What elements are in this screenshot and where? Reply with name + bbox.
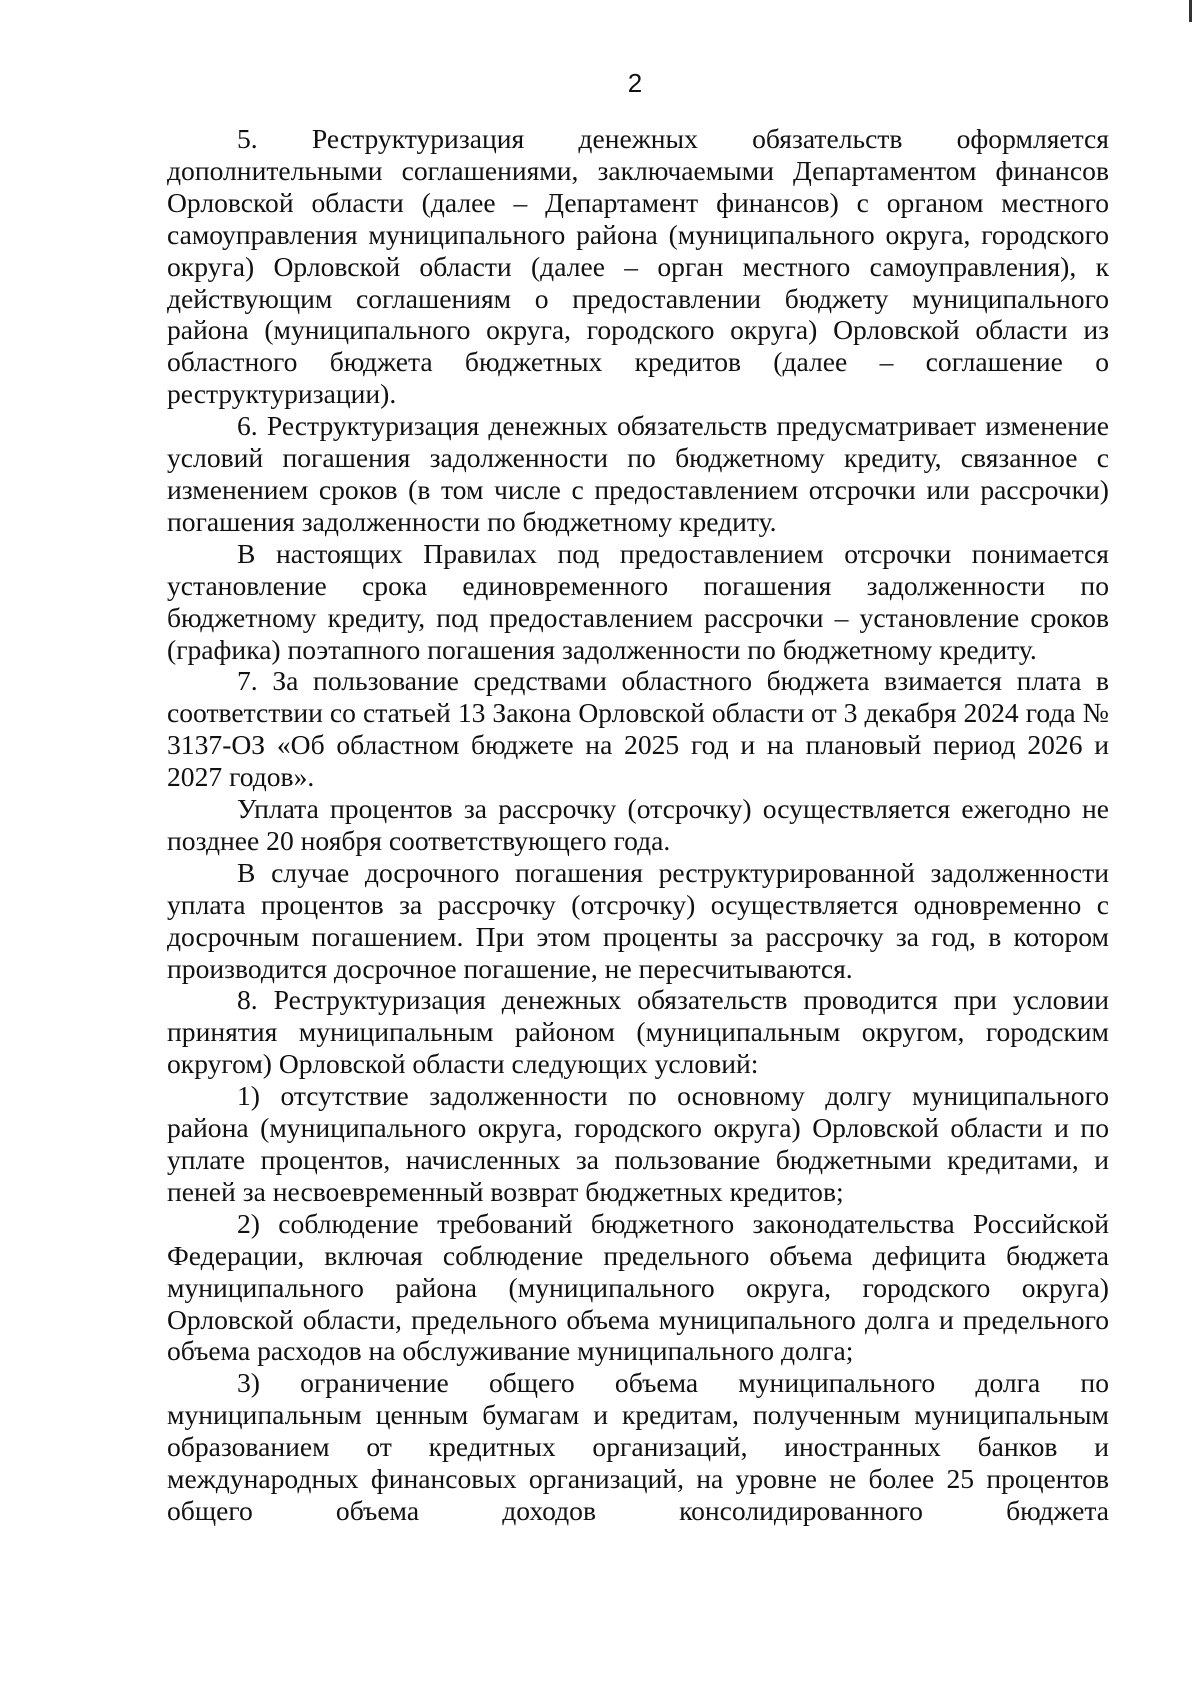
page-number: 2 — [627, 68, 643, 98]
paragraph-7-budget-fee: 7. За пользование средствами областного бюджета взимается плата в соответствии со статьей 13 Закона Орловской области от 3 декабря 2024 года № 3137-ОЗ «Об областном бюджете на 2025 год и на плановый период 2026 и 2027 годов». — [167, 665, 1109, 793]
document-body — [167, 123, 1109, 1527]
paragraph-deferral-definition: В настоящих Правилах под предоставлением отсрочки понимается установление срока единовременного погашения задолженности по бюджетному кредиту, под предоставлением рассрочки – установление сроков (графика) поэтапного погашения задолженности по бюджетному кредиту. — [167, 537, 1109, 665]
paragraph-early-repayment: В случае досрочного погашения реструктурированной задолженности уплата процентов за рассрочку (отсрочку) осуществляется одновременно с досрочным погашением. При этом проценты за рассрочку за год, в котором производится досрочное погашение, не пересчитываются. — [167, 856, 1109, 984]
paragraph-5-restructuring-agreements: 5. Реструктуризация денежных обязательств оформляется дополнительными соглашениями, заключаемыми Департаментом финансов Орловской области (далее – Департамент финансов) с органом местного самоуправления муниципального района (муниципального округа, городского округа) Орловской области (далее – орган местного самоуправления), к действующим соглашениям о предоставлении бюджету муниципального района (муниципального округа, городского округа) Орловской области из областного бюджета бюджетных кредитов (далее – соглашение о реструктуризации). — [167, 123, 1109, 410]
paragraph-8-conditions: 8. Реструктуризация денежных обязательств проводится при условии принятия муниципальным районом (муниципальным округом, городским округом) Орловской области следующих условий: — [167, 984, 1109, 1080]
condition-3-debt-limit: 3) ограничение общего объема муниципального долга по муниципальным ценным бумагам и кредитам, полученным муниципальным образованием от кредитных организаций, иностранных банков и международных финансовых организаций, на уровне не более 25 процентов общего объема доходов консолидированного бюджета — [167, 1367, 1109, 1526]
scan-edge-mark — [1189, 0, 1192, 22]
paragraph-6-restructuring-terms: 6. Реструктуризация денежных обязательств предусматривает изменение условий погашения задолженности по бюджетному кредиту, связанное с изменением сроков (в том числе с предоставлением отсрочки или рассрочки) погашения задолженности по бюджетному кредиту. — [167, 410, 1109, 537]
paragraph-interest-payment-deadline: Уплата процентов за рассрочку (отсрочку) осуществляется ежегодно не позднее 20 ноября соответствующего года. — [167, 793, 1109, 856]
condition-1-no-debt: 1) отсутствие задолженности по основному долгу муниципального района (муниципального округа, городского округа) Орловской области и по уплате процентов, начисленных за пользование бюджетными кредитами, и пеней за несвоевременный возврат бюджетных кредитов; — [167, 1080, 1109, 1207]
condition-2-budget-law-compliance: 2) соблюдение требований бюджетного законодательства Российской Федерации, включая соблюдение предельного объема дефицита бюджета муниципального района (муниципального округа, городского округа) Орловской области, предельного объема муниципального долга и предельного объема расходов на обслуживание муниципального долга; — [167, 1207, 1109, 1367]
